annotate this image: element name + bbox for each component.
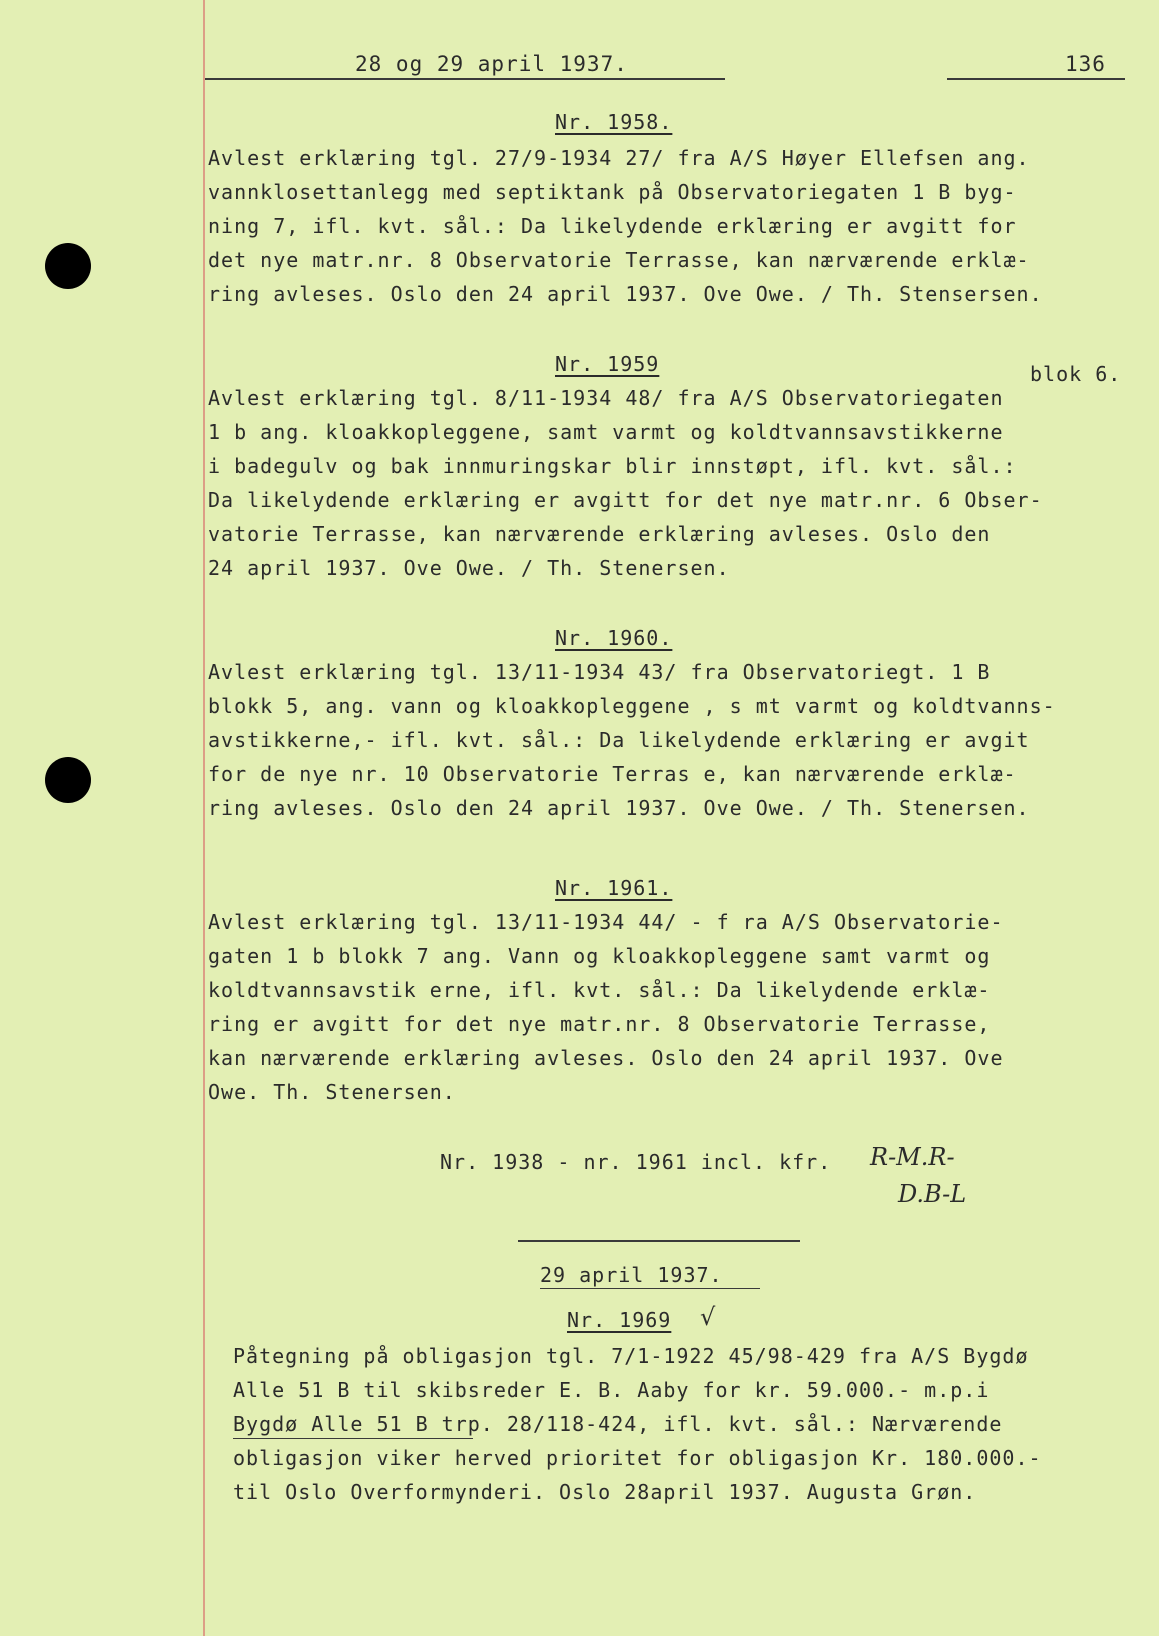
margin-line [203,0,205,1636]
entry-number: Nr. 1958. [555,110,673,134]
entry-number: Nr. 1959 [555,352,660,376]
entry-line: ning 7, ifl. kvt. sål.: Da likelydende erklæring er avgitt for [208,214,1017,238]
entry-number: Nr. 1969 [567,1308,672,1332]
entry-line: Alle 51 B til skibsreder E. B. Aaby for kr. 59.000.- m.p.i [233,1378,990,1402]
check-mark: √ [700,1303,716,1331]
entry-line: Avlest erklæring tgl. 27/9-1934 27/ fra A/S Høyer Ellefsen ang. [208,146,1030,170]
section-date-underline [540,1288,760,1289]
entry-line: gaten 1 b blokk 7 ang. Vann og kloakkopleggene samt varmt og [208,944,991,968]
entry-line: Påtegning på obligasjon tgl. 7/1-1922 45/98-429 fra A/S Bygdø [233,1344,1029,1368]
entry-line: Avlest erklæring tgl. 13/11-1934 44/ - f ra A/S Observatorie- [208,910,1004,934]
entry-line: i badegulv og bak innmuringskar blir innstøpt, ifl. kvt. sål.: [208,454,1017,478]
entry-line: Owe. Th. Stenersen. [208,1080,456,1104]
header-rule-right [947,78,1125,80]
entry-line: kan nærværende erklæring avleses. Oslo den 24 april 1937. Ove [208,1046,1004,1070]
header-date: 28 og 29 april 1937. [355,52,628,76]
entry-line: Bygdø Alle 51 B trp. 28/118-424, ifl. kvt. sål.: Nærværende [233,1412,1003,1436]
binder-hole [45,757,91,803]
section-date: 29 april 1937. [540,1263,723,1287]
initials: D.B-L [898,1180,967,1208]
initials: R-M.R- [870,1143,955,1171]
entry-line: Da likelydende erklæring er avgitt for det nye matr.nr. 6 Obser- [208,488,1043,512]
entry-line: 24 april 1937. Ove Owe. / Th. Stenersen. [208,556,730,580]
entry-line: Avlest erklæring tgl. 13/11-1934 43/ fra Observatoriegt. 1 B [208,660,991,684]
entry-line: ring avleses. Oslo den 24 april 1937. Ove Owe. / Th. Stenersen. [208,796,1030,820]
entry-line: blokk 5, ang. vann og kloakkopleggene , s mt varmt og koldtvanns- [208,694,1056,718]
entry-line: koldtvannsavstik erne, ifl. kvt. sål.: Da likelydende erklæ- [208,978,991,1002]
entry-line: avstikkerne,- ifl. kvt. sål.: Da likelydende erklæring er avgit [208,728,1030,752]
entry-line: 1 b ang. kloakkopleggene, samt varmt og koldtvannsavstikkerne [208,420,1004,444]
block-note: blok 6. [1030,362,1122,386]
address-underline [233,1438,473,1439]
entry-line: Avlest erklæring tgl. 8/11-1934 48/ fra A/S Observatoriegaten [208,386,1004,410]
entry-line: ring avleses. Oslo den 24 april 1937. Ove Owe. / Th. Stensersen. [208,282,1043,306]
entry-line: vannklosettanlegg med septiktank på Observatoriegaten 1 B byg- [208,180,1017,204]
entry-number: Nr. 1960. [555,626,673,650]
entry-line: vatorie Terrasse, kan nærværende erklæring avleses. Oslo den [208,522,991,546]
binder-hole [45,243,91,289]
entry-line: obligasjon viker herved prioritet for obligasjon Kr. 180.000.- [233,1446,1042,1470]
entry-line: det nye matr.nr. 8 Observatorie Terrasse, kan nærværende erklæ- [208,248,1030,272]
section-rule [518,1240,800,1242]
entry-line: ring er avgitt for det nye matr.nr. 8 Observatorie Terrasse, [208,1012,991,1036]
page-number: 136 [1065,52,1106,76]
entry-number: Nr. 1961. [555,876,673,900]
entry-line: for de nye nr. 10 Observatorie Terras e, kan nærværende erklæ- [208,762,1017,786]
entry-line: til Oslo Overformynderi. Oslo 28april 1937. Augusta Grøn. [233,1480,977,1504]
summary-text: Nr. 1938 - nr. 1961 incl. kfr. [440,1150,832,1174]
header-rule-left [205,78,725,80]
